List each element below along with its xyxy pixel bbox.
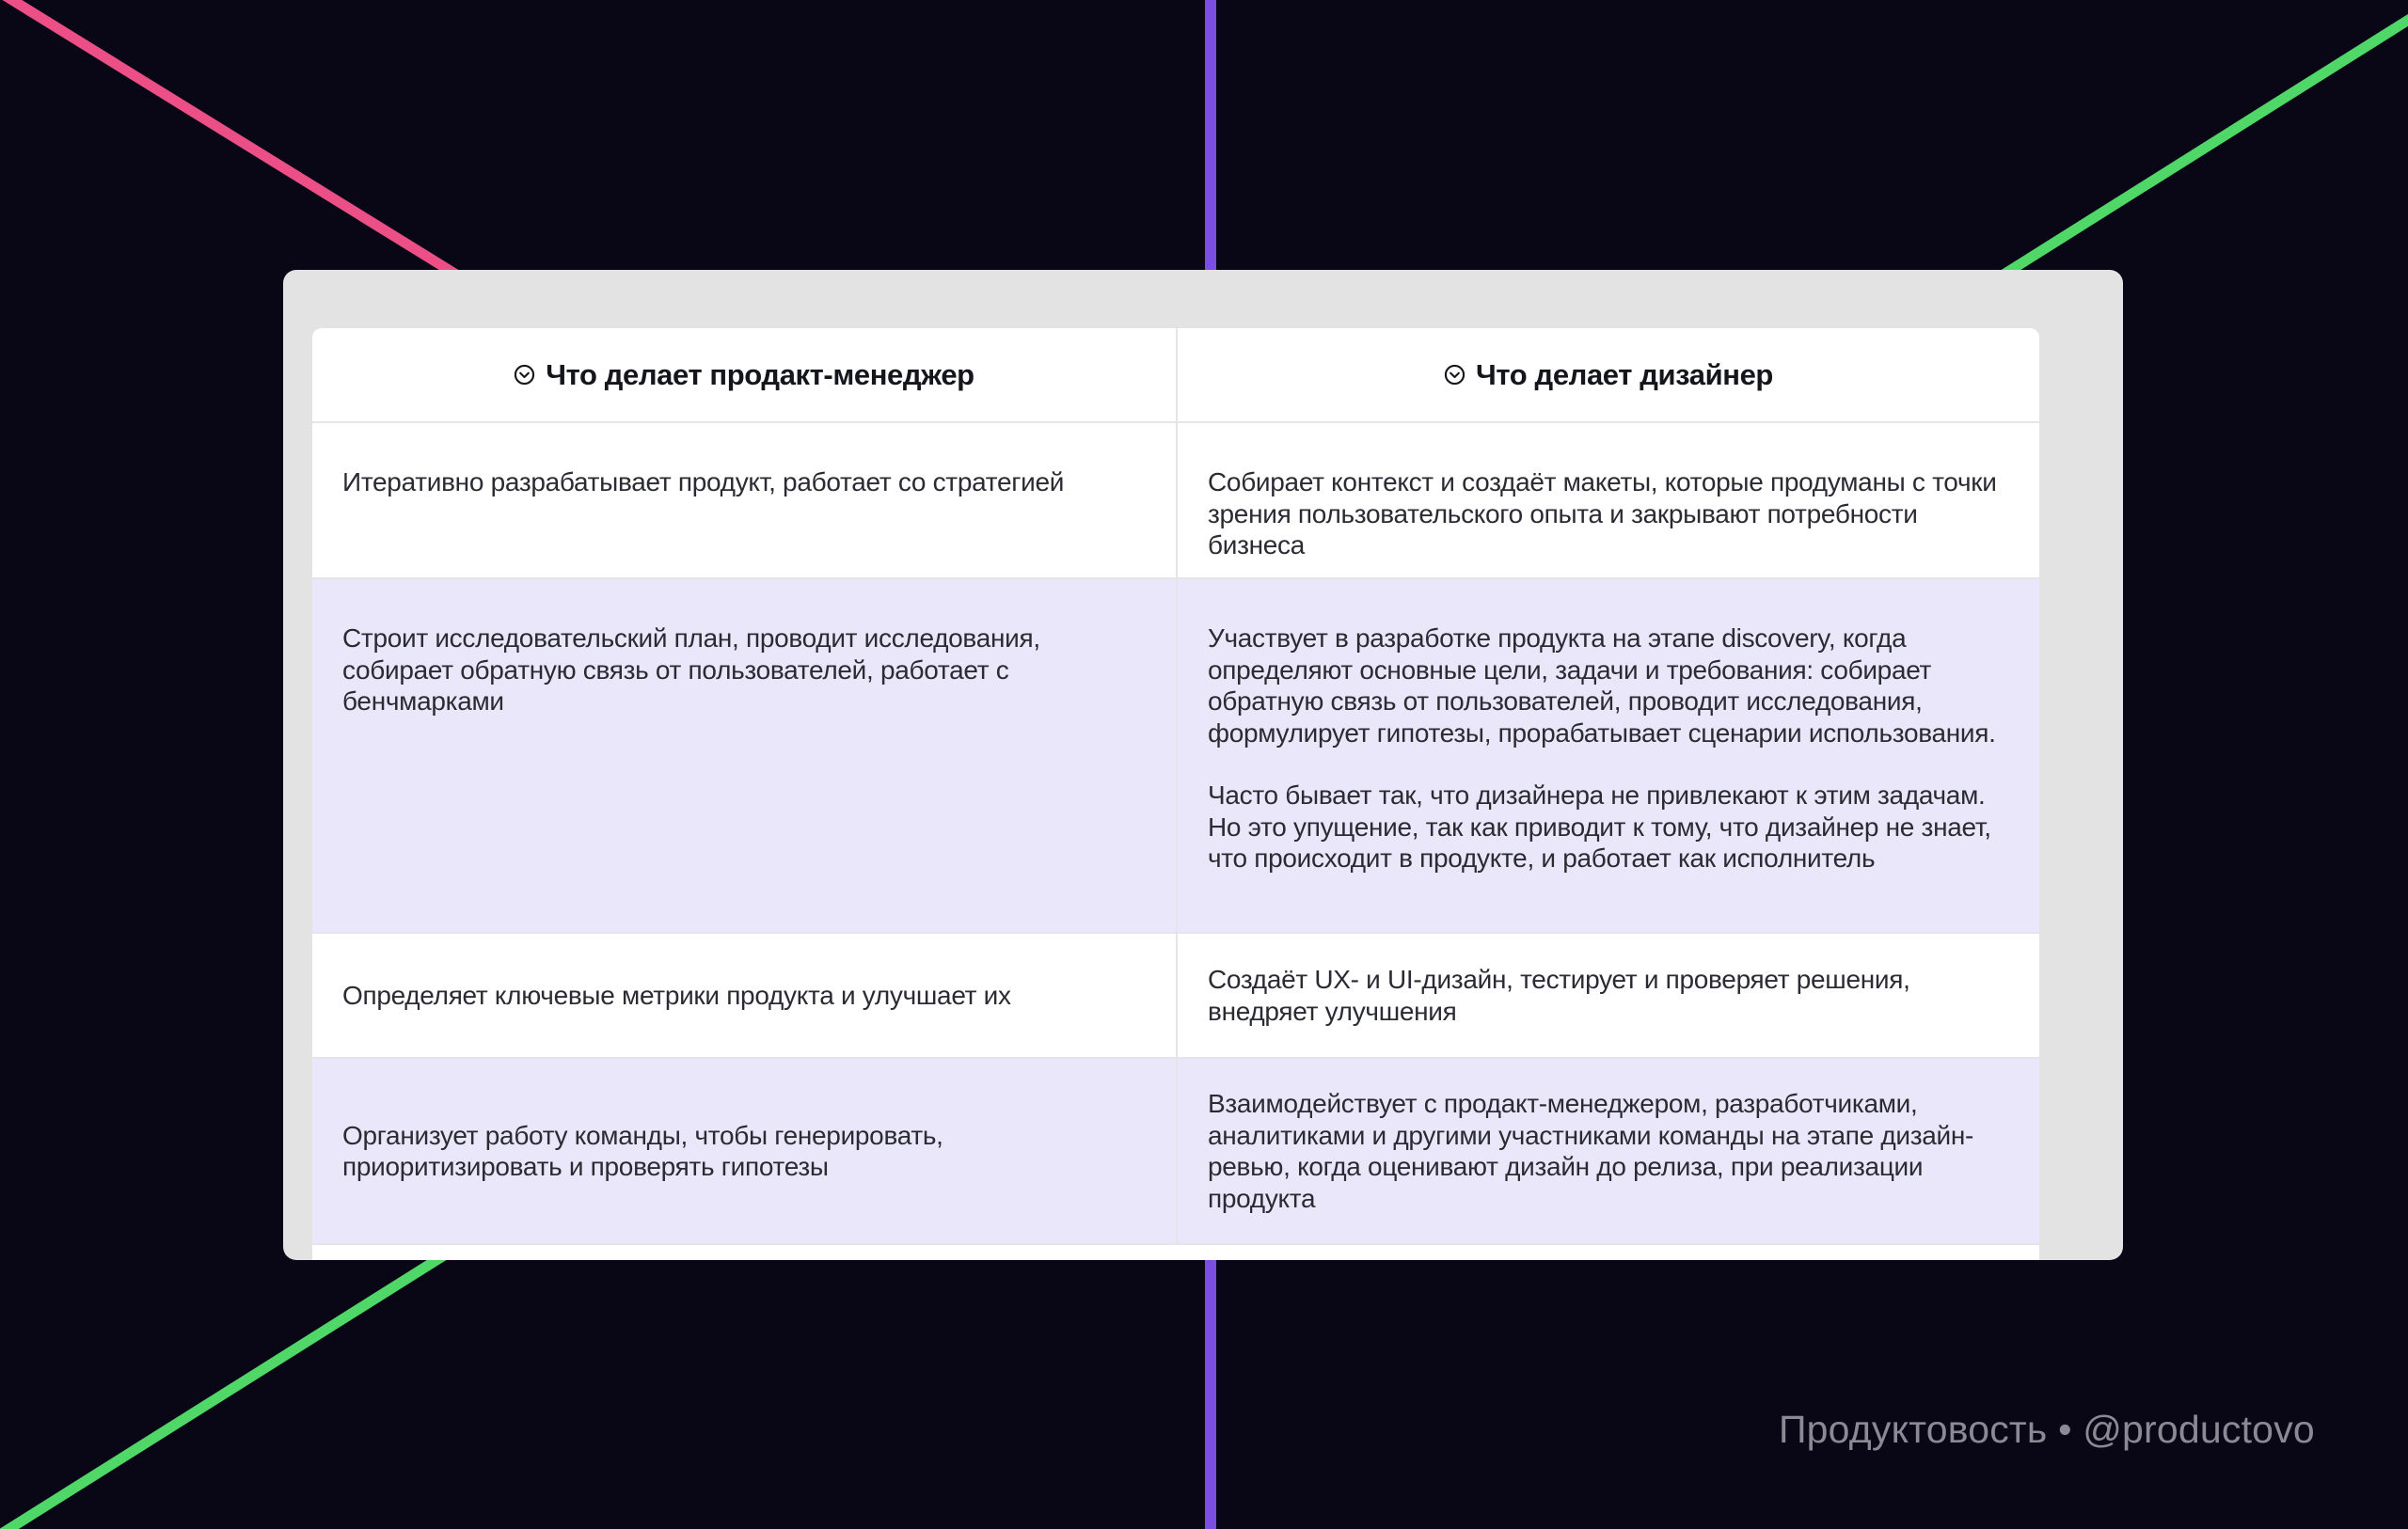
designer-note: Часто бывает так, что дизайнера не привлекают к этим задачам. Но это упущение, так как приводит к тому, что дизайнер не знает, что происходит в продукте, и работает как исполнитель: [1208, 780, 1991, 873]
header-cell-pm: [312, 328, 1176, 421]
header-label-pm: Что делает продакт-менеджер: [546, 357, 974, 391]
designer-cell: [1176, 423, 2039, 577]
pm-cell: [312, 579, 1176, 932]
pink-diagonal-line: [0, 0, 461, 277]
pm-cell: [312, 934, 1176, 1057]
pm-text: Организует работу команды, чтобы генерировать, приоритизировать и проверять гипотезы: [342, 1120, 943, 1181]
pm-text: Строит исследовательский план, проводит исследования, собирает обратную связь от пользователей, работает с бенчмарками: [342, 623, 1040, 716]
table-row: [312, 579, 2039, 934]
designer-text: Участвует в разработке продукта на этапе discovery, когда определяют основные цели, задачи и требования: собирает обратную связь от пользователей, проводит исследования, формулирует гипотезы, прорабатывает сценарии использования.: [1208, 623, 1996, 748]
pm-text: Итеративно разрабатывает продукт, работает со стратегией: [342, 467, 1065, 497]
designer-cell: [1176, 579, 2039, 932]
designer-cell: [1176, 1059, 2039, 1243]
footer-credit: Продуктовость • @productovo: [1779, 1408, 2315, 1451]
designer-text: Создаёт UX- и UI-дизайн, тестирует и проверяет решения, внедряет улучшения: [1208, 965, 1910, 1026]
table-header-row: [312, 328, 2039, 423]
pm-text: Определяет ключевые метрики продукта и улучшает их: [342, 980, 1011, 1010]
designer-text: Взаимодействует с продакт-менеджером, разработчиками, аналитиками и другими участниками команды на этапе дизайн-ревью, когда оценивают дизайн до релиза, при реализации продукта: [1208, 1089, 1974, 1213]
pm-cell: [312, 423, 1176, 577]
designer-text: Собирает контекст и создаёт макеты, которые продуманы с точки зрения пользовательского опыта и закрывают потребности бизнеса: [1208, 467, 1997, 560]
header-label-designer: Что делает дизайнер: [1476, 357, 1773, 391]
table-row: [312, 423, 2039, 579]
pm-cell: [312, 1059, 1176, 1243]
designer-cell: [1176, 934, 2039, 1057]
table-row: [312, 1059, 2039, 1245]
chevron-down-circle-icon: [514, 364, 535, 386]
table-row: [312, 934, 2039, 1059]
chevron-down-circle-icon: [1444, 364, 1465, 386]
comparison-panel: [283, 270, 2123, 1260]
header-cell-designer: [1176, 328, 2039, 421]
comparison-table: [312, 328, 2039, 1260]
